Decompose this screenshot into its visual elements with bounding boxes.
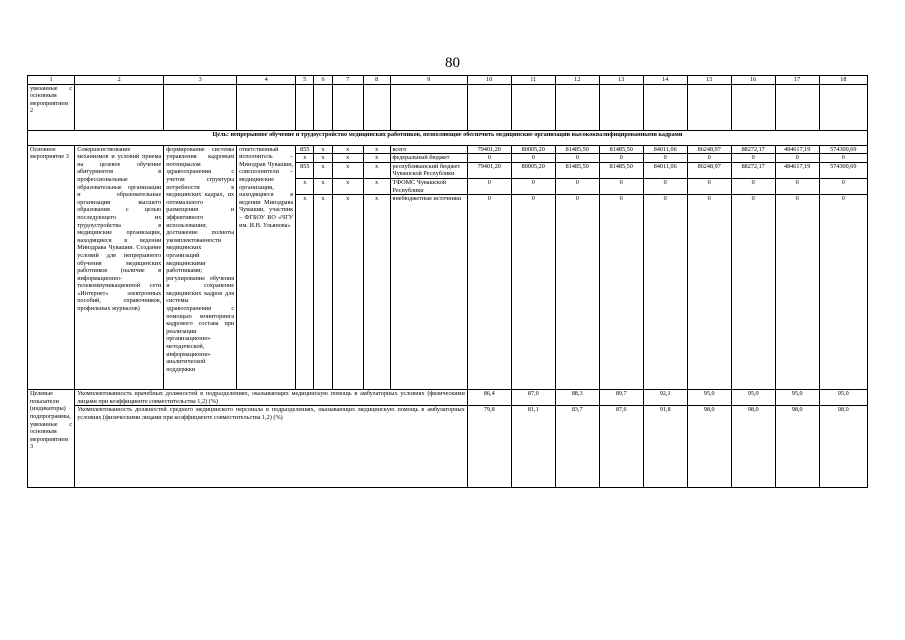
target-item-code: x: [332, 145, 363, 154]
funding-source: республиканский бюджет Чувашской Республики: [390, 162, 467, 178]
funding-value: 88272,17: [731, 162, 775, 178]
funding-value: 81485,50: [555, 145, 599, 154]
funding-value: 0: [511, 195, 555, 390]
expense-type-code: x: [363, 162, 390, 178]
funding-value: 0: [731, 195, 775, 390]
funding-value: 0: [643, 195, 687, 390]
funding-row: [28, 145, 868, 154]
funding-value: 0: [555, 178, 599, 194]
expense-type-code: x: [363, 145, 390, 154]
target-item-code: x: [332, 162, 363, 178]
col-num: 17: [775, 76, 819, 85]
funding-value: 574300,69: [819, 162, 867, 178]
funding-value: 86248,97: [687, 162, 731, 178]
funding-source: внебюджетные источники: [390, 195, 467, 390]
expense-type-code: x: [363, 178, 390, 194]
target-value: 86,4: [467, 390, 511, 406]
target-value: 88,3: [555, 390, 599, 406]
target-value: 95,0: [819, 390, 867, 406]
expected-results: формирование системы управления кадровым потенциалом здравоохранения с учетом структуры потребности в медицинских кадрах, их оптимального размещения и эффективного использования; достижение полноты укомплектованности медицинских организаций медицинскими работниками; регулирование обучения и сохранение медицинских кадров для системы здравоохранения с помощью мониторинга кадрового состава при реализации организационно-методической, информационно-аналитической поддержки: [164, 145, 237, 390]
targets-label: Целевые показатели (индикаторы) подпрограммы, увязанные с основным мероприятием 3: [28, 390, 75, 488]
target-value: 89,7: [599, 390, 643, 406]
target-value: 98,0: [687, 406, 731, 488]
grbs-code: 855: [296, 145, 314, 154]
funding-value: 80005,20: [511, 145, 555, 154]
target-value: 87,6: [599, 406, 643, 488]
target-indicator: Укомплектованность врачебных должностей в подразделениях, оказывающих медицинскую помощь в амбулаторных условиях (физическими лицами при коэффициенте совместительства 1,2) (%): [75, 390, 468, 406]
target-item-code: x: [332, 154, 363, 163]
funding-value: 0: [555, 195, 599, 390]
funding-value: 0: [819, 178, 867, 194]
target-value: 81,1: [511, 406, 555, 488]
target-item-code: x: [332, 178, 363, 194]
funding-value: 0: [775, 195, 819, 390]
target-value: 92,1: [643, 390, 687, 406]
page-number: 80: [445, 55, 460, 71]
funding-value: 86248,97: [687, 145, 731, 154]
col-num: 3: [164, 76, 237, 85]
col-num: 16: [731, 76, 775, 85]
target-value: 95,0: [687, 390, 731, 406]
funding-value: 81485,50: [599, 145, 643, 154]
funding-source: всего: [390, 145, 467, 154]
target-indicator: Укомплектованность должностей среднего медицинского персонала в подразделениях, оказывающих медицинскую помощь в амбулаторных условиях (физическими лицами при коэффициенте совместительства 1,2) (%): [75, 406, 468, 488]
target-value: 98,0: [775, 406, 819, 488]
funding-value: 0: [775, 178, 819, 194]
section-code: x: [314, 195, 332, 390]
funding-value: 0: [511, 178, 555, 194]
target-value: 98,0: [731, 406, 775, 488]
goal-text: Цель: непрерывное обучение и трудоустройство медицинских работников, позволяющие обеспечить медицинские организации высококвалифицированными кадрами: [28, 130, 868, 145]
target-value: 95,0: [775, 390, 819, 406]
funding-value: 0: [643, 178, 687, 194]
funding-value: 84011,06: [643, 162, 687, 178]
target-row: [28, 406, 868, 488]
target-value: 98,0: [819, 406, 867, 488]
funding-value: 0: [775, 154, 819, 163]
funding-value: 0: [599, 178, 643, 194]
funding-value: 0: [731, 154, 775, 163]
funding-value: 0: [819, 195, 867, 390]
section-code: x: [314, 145, 332, 154]
target-row: [28, 390, 868, 406]
funding-value: 81485,50: [555, 162, 599, 178]
funding-value: 0: [687, 178, 731, 194]
funding-value: 0: [731, 178, 775, 194]
funding-value: 0: [467, 178, 511, 194]
section-code: x: [314, 162, 332, 178]
funding-value: 88272,17: [731, 145, 775, 154]
col-num: 9: [390, 76, 467, 85]
funding-value: 80005,20: [511, 162, 555, 178]
target-value: 83,7: [555, 406, 599, 488]
funding-value: 0: [555, 154, 599, 163]
main-event-name: Основное мероприятие 3: [28, 145, 75, 390]
target-value: 95,0: [731, 390, 775, 406]
col-num: 1: [28, 76, 75, 85]
goal-row: [28, 130, 868, 145]
program-table: [27, 75, 868, 488]
section-code: x: [314, 178, 332, 194]
col-num: 18: [819, 76, 867, 85]
expense-type-code: x: [363, 154, 390, 163]
funding-value: 0: [819, 154, 867, 163]
col-num: 6: [314, 76, 332, 85]
funding-value: 79401,20: [467, 145, 511, 154]
col-num: 7: [332, 76, 363, 85]
executors: ответственный исполнитель – Минздрав Чувашии, соисполнители – медицинские организации, находящиеся в ведении Минздрава Чувашии, участник – ФГБОУ ВО «ЧГУ им. И.Н. Ульянова»: [237, 145, 296, 390]
column-number-row: [28, 76, 868, 85]
funding-value: 81485,50: [599, 162, 643, 178]
main-event-description: Совершенствование механизмов и условий приема на целевое обучение абитуриентов в профессиональные образовательные организации и образовательные организации высшего образования с целью последующего их трудоустройства в медицинские организации, находящиеся в ведении Минздрава Чувашии. Создание условий для непрерывного обучения медицинских работников (наличие в информационно-телекоммуникационной сети «Интернет» электронных пособий, справочников, профильных журналов): [75, 145, 164, 390]
col-num: 13: [599, 76, 643, 85]
col-num: 10: [467, 76, 511, 85]
funding-value: 0: [599, 195, 643, 390]
funding-value: 79401,20: [467, 162, 511, 178]
col-num: 5: [296, 76, 314, 85]
funding-value: 484617,19: [775, 162, 819, 178]
linked-block-row: [28, 84, 868, 130]
col-num: 14: [643, 76, 687, 85]
funding-value: 574300,69: [819, 145, 867, 154]
target-value: 87,0: [511, 390, 555, 406]
funding-value: 0: [467, 154, 511, 163]
funding-value: 484617,19: [775, 145, 819, 154]
funding-value: 0: [599, 154, 643, 163]
section-code: x: [314, 154, 332, 163]
col-num: 15: [687, 76, 731, 85]
funding-value: 0: [687, 195, 731, 390]
funding-value: 0: [643, 154, 687, 163]
target-value: 91,8: [643, 406, 687, 488]
col-num: 8: [363, 76, 390, 85]
funding-value: 0: [467, 195, 511, 390]
col-num: 4: [237, 76, 296, 85]
col-num: 11: [511, 76, 555, 85]
funding-source: федеральный бюджет: [390, 154, 467, 163]
funding-value: 84011,06: [643, 145, 687, 154]
funding-value: 0: [687, 154, 731, 163]
target-item-code: x: [332, 195, 363, 390]
funding-source: ТФОМС Чувашской Республики: [390, 178, 467, 194]
col-num: 2: [75, 76, 164, 85]
linked-block-label: увязанные с основным мероприятием 2: [28, 84, 75, 130]
col-num: 12: [555, 76, 599, 85]
grbs-code: x: [296, 154, 314, 163]
grbs-code: x: [296, 195, 314, 390]
grbs-code: x: [296, 178, 314, 194]
expense-type-code: x: [363, 195, 390, 390]
grbs-code: 855: [296, 162, 314, 178]
funding-value: 0: [511, 154, 555, 163]
target-value: 79,8: [467, 406, 511, 488]
